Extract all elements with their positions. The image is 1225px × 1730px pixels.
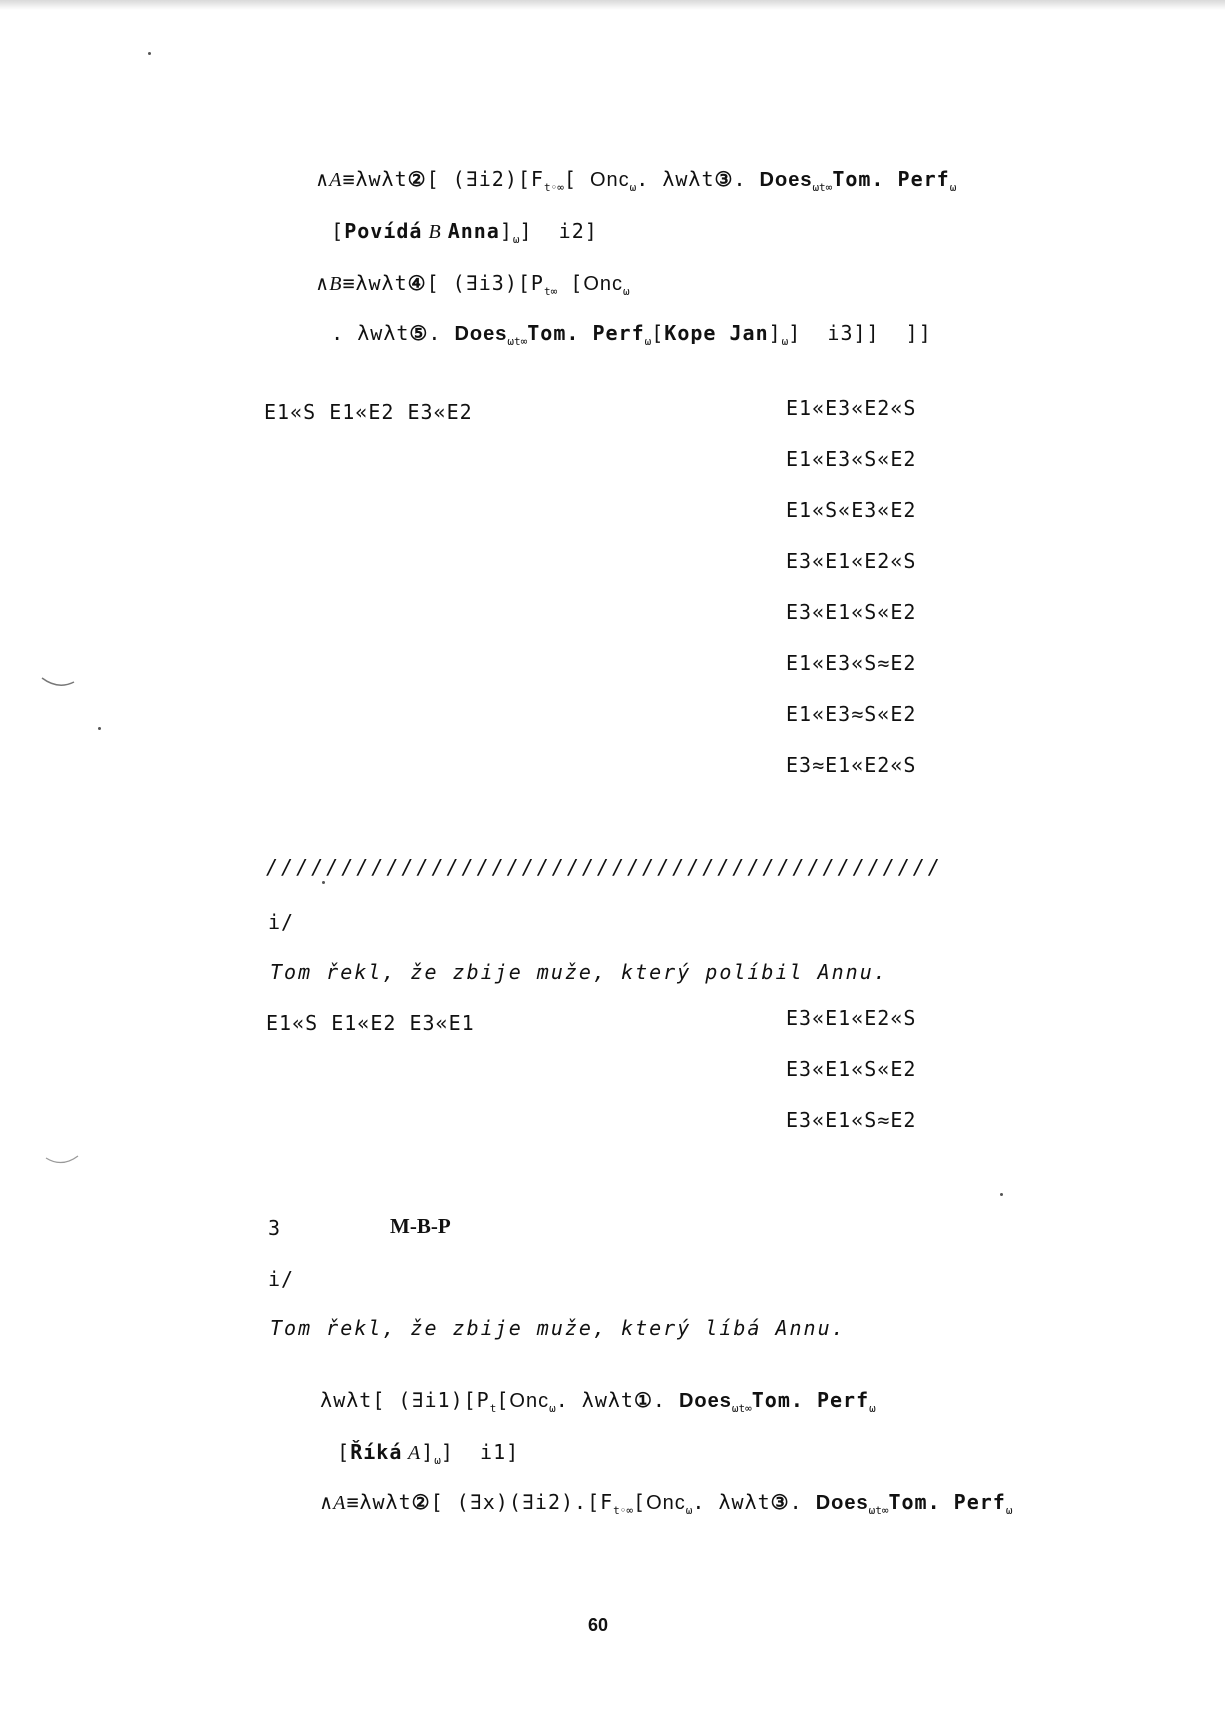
text-fragment: ] i2] <box>519 219 598 243</box>
text-fragment: [ <box>633 1490 647 1514</box>
subscript: t <box>489 1402 497 1415</box>
text-fragment: Anna <box>447 219 500 243</box>
text-fragment: Does <box>815 1492 869 1514</box>
text-fragment: [ <box>557 271 584 295</box>
circled-number: ③ <box>770 1490 790 1514</box>
formula-c-line-3 <box>268 1466 1012 1547</box>
text-fragment: Perf <box>579 321 645 345</box>
ordering-item: E1«S«E3«E2 <box>786 498 917 522</box>
text-fragment: . <box>733 167 760 191</box>
text-fragment: Říká <box>350 1440 403 1464</box>
section-title: M-B-P <box>390 1214 451 1238</box>
text-fragment: . λwλt <box>555 1388 634 1412</box>
ordering-item: E3≈E1«E2«S <box>786 753 917 777</box>
subscript: ωt∞ <box>507 335 528 348</box>
scan-edge-shadow <box>0 0 1225 10</box>
example-sentence: Tom řekl, že zbije muže, který líbá Annu. <box>270 1316 846 1340</box>
text-fragment: [ (∃i2)[F <box>426 167 544 191</box>
text-fragment: ] <box>499 219 513 243</box>
variable-a: A <box>402 1442 422 1464</box>
text-fragment: ∧ <box>316 167 330 191</box>
text-fragment: [ (∃x)(∃i2).[F <box>430 1490 614 1514</box>
text-fragment: ≡λwλt <box>342 271 408 295</box>
circled-number: ③ <box>714 167 734 191</box>
subscript: ωt∞ <box>731 1402 752 1415</box>
scan-mark <box>44 1150 80 1170</box>
text-fragment: Does <box>454 323 508 345</box>
text-fragment: ] i1] <box>440 1440 520 1464</box>
text-fragment: Tom. <box>527 321 580 345</box>
scan-speck <box>322 881 325 884</box>
scan-speck <box>1000 1193 1003 1196</box>
subscript: t◦∞ <box>613 1504 634 1517</box>
circled-number: ② <box>411 1490 431 1514</box>
text-fragment: Onc <box>646 1492 686 1514</box>
text-fragment: Onc <box>589 169 630 191</box>
ordering-item: E1«E3«S«E2 <box>786 447 917 471</box>
text-fragment: ≡λwλt <box>342 167 408 191</box>
ordering-item: E1«E3«E2«S <box>786 396 917 420</box>
variable-a: A <box>333 1492 347 1514</box>
text-fragment: [ <box>651 321 665 345</box>
text-fragment: ] <box>421 1440 435 1464</box>
ordering-item: E3«E1«E2«S <box>786 549 917 573</box>
example-sentence: Tom řekl, že zbije muže, který políbil Annu. <box>270 960 888 984</box>
scan-speck <box>98 727 101 730</box>
ordering-item: E3«E1«E2«S <box>786 1006 917 1030</box>
text-fragment: Povídá <box>344 219 423 243</box>
subscript: ωt∞ <box>812 181 833 194</box>
text-fragment: Kope Jan <box>664 321 769 345</box>
item-label: i/ <box>268 910 295 934</box>
formula-a-line-4 <box>279 297 932 378</box>
circled-number: ② <box>407 167 427 191</box>
text-fragment: Onc <box>583 273 623 295</box>
slash-separator: ///////////////////////////////////////////// <box>266 855 943 879</box>
ordering-item: E1«E3≈S«E2 <box>786 702 917 726</box>
scan-mark <box>40 670 76 690</box>
subscript: ω <box>781 335 789 348</box>
text-fragment: [ <box>331 219 345 243</box>
text-fragment: Does <box>759 169 813 191</box>
subscript: t◦∞ <box>543 181 564 194</box>
text-fragment: . <box>428 321 455 345</box>
scan-speck <box>148 52 151 55</box>
text-fragment: Tom. <box>888 1490 941 1514</box>
ordering-item: E1«E3«S≈E2 <box>786 651 917 675</box>
text-fragment: . <box>652 1388 679 1412</box>
text-fragment: Onc <box>509 1390 550 1412</box>
text-fragment: . λwλt <box>692 1490 771 1514</box>
item-label: i/ <box>268 1267 295 1291</box>
section-number: 3 <box>268 1216 282 1240</box>
variable-a: A <box>329 169 343 191</box>
subscript: ω <box>512 233 520 246</box>
ordering-item: E3«E1«S«E2 <box>786 600 917 624</box>
text-fragment: [ <box>563 167 590 191</box>
text-fragment: ≡λwλt <box>346 1490 412 1514</box>
circled-number: ④ <box>407 271 427 295</box>
subscript: t∞ <box>543 285 558 298</box>
text-fragment: Perf <box>803 1388 870 1412</box>
text-fragment: Does <box>678 1390 732 1412</box>
subscript: ω <box>549 1402 556 1415</box>
text-fragment: Perf <box>884 167 950 191</box>
text-fragment: [ <box>337 1440 351 1464</box>
text-fragment: λwλt[ (∃i1)[P <box>320 1388 490 1412</box>
text-fragment: Tom. <box>751 1388 804 1412</box>
orderings-list-2 <box>786 1006 916 1159</box>
circled-number: ⑤ <box>409 321 429 345</box>
text-fragment: Perf <box>940 1490 1006 1514</box>
subscript: ω <box>685 1504 693 1517</box>
ordering-item: E3«E1«S≈E2 <box>786 1108 917 1132</box>
subscript: ω <box>949 181 957 194</box>
variable-b: B <box>329 273 343 295</box>
variable-b: B <box>422 221 448 243</box>
subscript: ω <box>434 1454 441 1467</box>
text-fragment: . λwλt <box>636 167 715 191</box>
ordering-item: E3«E1«S«E2 <box>786 1057 917 1081</box>
subscript: ω <box>1005 1504 1013 1517</box>
subscript: ω <box>869 1402 876 1415</box>
text-fragment: ∧ <box>320 1490 334 1514</box>
text-fragment: Tom. <box>832 167 885 191</box>
text-fragment: . <box>789 1490 816 1514</box>
subscript: ωt∞ <box>868 1504 889 1517</box>
orderings-list-1 <box>786 396 916 804</box>
text-fragment: ∧ <box>316 271 330 295</box>
relations-left-1: E1«S E1«E2 E3«E2 <box>264 400 473 424</box>
text-fragment: [ <box>496 1388 510 1412</box>
text-fragment: . λwλt <box>331 321 410 345</box>
subscript: ω <box>629 181 637 194</box>
page-number: 60 <box>588 1615 609 1635</box>
circled-number: ① <box>633 1388 653 1412</box>
subscript: ω <box>623 285 630 298</box>
text-fragment: [ (∃i3)[P <box>426 271 544 295</box>
text-fragment: ] <box>768 321 782 345</box>
relations-left-2: E1«S E1«E2 E3«E1 <box>266 1011 475 1035</box>
subscript: ω <box>644 335 652 348</box>
text-fragment: ] i3]] ]] <box>788 321 932 345</box>
